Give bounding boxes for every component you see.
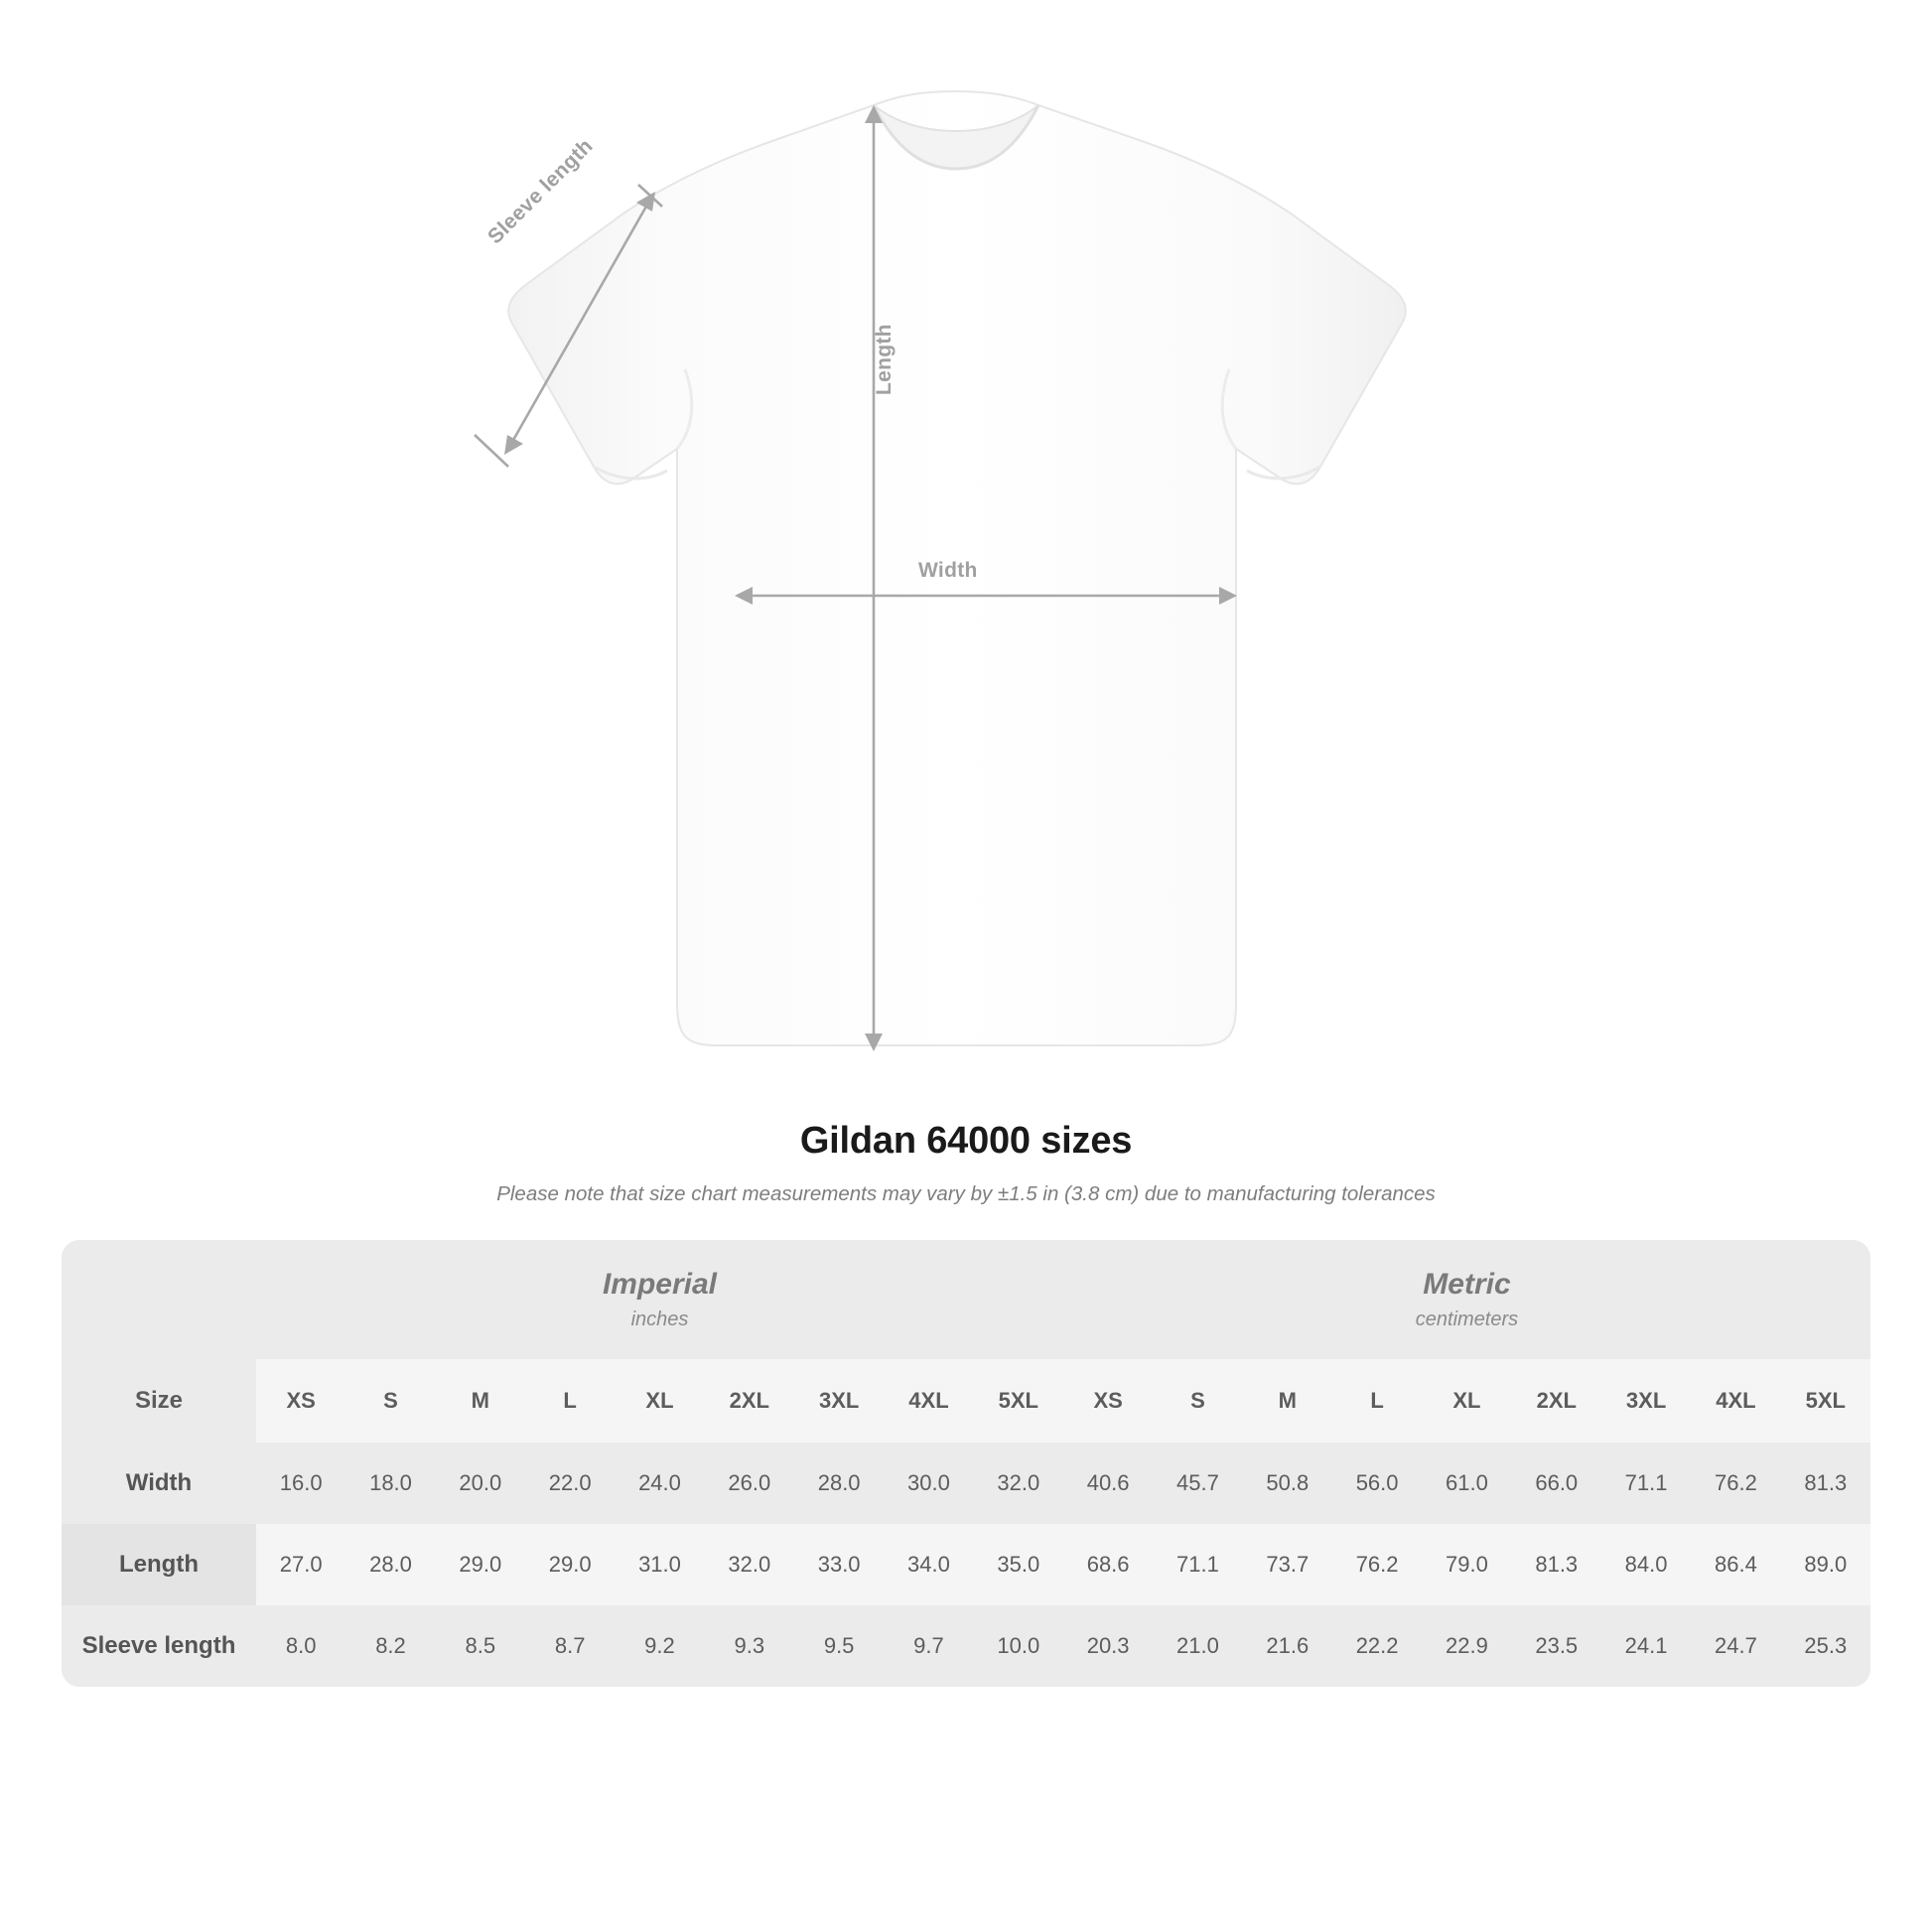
unit-system-row [62, 1240, 1870, 1359]
page-title: Gildan 64000 sizes [799, 1120, 1133, 1162]
size-header-row [62, 1359, 1870, 1443]
row-label-width: Width [62, 1443, 256, 1524]
length-2xl-metric: 81.3 [1512, 1524, 1601, 1605]
table-row [62, 1524, 1870, 1605]
length-l-metric: 76.2 [1332, 1524, 1422, 1605]
width-l-imperial: 22.0 [525, 1443, 615, 1524]
sleeve-l-imperial: 8.7 [525, 1605, 615, 1687]
size-header-xs-metric: XS [1063, 1359, 1153, 1443]
size-header-3xl-metric: 3XL [1601, 1359, 1691, 1443]
width-2xl-imperial: 26.0 [705, 1443, 794, 1524]
sleeve-2xl-imperial: 9.3 [705, 1605, 794, 1687]
width-xs-metric: 40.6 [1063, 1443, 1153, 1524]
sleeve-xs-imperial: 8.0 [256, 1605, 345, 1687]
width-m-metric: 50.8 [1243, 1443, 1332, 1524]
length-s-imperial: 28.0 [345, 1524, 435, 1605]
length-xl-metric: 79.0 [1422, 1524, 1511, 1605]
sleeve-2xl-metric: 23.5 [1512, 1605, 1601, 1687]
imperial-unit-name: Imperial [602, 1268, 717, 1301]
size-table-container [62, 1240, 1870, 1687]
length-dimension-label: Length [873, 324, 896, 395]
metric-unit-name: Metric [1423, 1268, 1511, 1301]
width-s-metric: 45.7 [1153, 1443, 1242, 1524]
length-2xl-imperial: 32.0 [705, 1524, 794, 1605]
sleeve-xs-metric: 20.3 [1063, 1605, 1153, 1687]
sleeve-5xl-imperial: 10.0 [974, 1605, 1063, 1687]
width-l-metric: 56.0 [1332, 1443, 1422, 1524]
length-4xl-metric: 86.4 [1691, 1524, 1780, 1605]
length-l-imperial: 29.0 [525, 1524, 615, 1605]
size-header-xs-imperial: XS [256, 1359, 345, 1443]
length-m-metric: 73.7 [1243, 1524, 1332, 1605]
sleeve-length-dimension-label: Sleeve length [483, 134, 598, 249]
row-label-sleeve-length: Sleeve length [62, 1605, 256, 1687]
size-header-5xl-metric: 5XL [1781, 1359, 1870, 1443]
length-3xl-imperial: 33.0 [794, 1524, 884, 1605]
sleeve-m-metric: 21.6 [1243, 1605, 1332, 1687]
size-table [62, 1240, 1870, 1687]
sleeve-xl-imperial: 9.2 [615, 1605, 704, 1687]
width-2xl-metric: 66.0 [1512, 1443, 1601, 1524]
width-4xl-imperial: 30.0 [884, 1443, 973, 1524]
tolerance-note: Please note that size chart measurements may vary by ±1.5 in (3.8 cm) due to manufacturing tolerances [496, 1182, 1436, 1205]
size-header-4xl-imperial: 4XL [884, 1359, 973, 1443]
length-s-metric: 71.1 [1153, 1524, 1242, 1605]
size-header-m-imperial: M [436, 1359, 525, 1443]
sleeve-l-metric: 22.2 [1332, 1605, 1422, 1687]
table-row [62, 1605, 1870, 1687]
width-s-imperial: 18.0 [345, 1443, 435, 1524]
sleeve-3xl-imperial: 9.5 [794, 1605, 884, 1687]
size-header-2xl-imperial: 2XL [705, 1359, 794, 1443]
metric-unit-cell [1063, 1240, 1870, 1359]
sleeve-s-imperial: 8.2 [345, 1605, 435, 1687]
length-xs-metric: 68.6 [1063, 1524, 1153, 1605]
sleeve-xl-metric: 22.9 [1422, 1605, 1511, 1687]
size-header-2xl-metric: 2XL [1512, 1359, 1601, 1443]
size-header-4xl-metric: 4XL [1691, 1359, 1780, 1443]
sleeve-m-imperial: 8.5 [436, 1605, 525, 1687]
size-header-3xl-imperial: 3XL [794, 1359, 884, 1443]
sleeve-4xl-imperial: 9.7 [884, 1605, 973, 1687]
sleeve-s-metric: 21.0 [1153, 1605, 1242, 1687]
row-label-length: Length [62, 1524, 256, 1605]
width-3xl-imperial: 28.0 [794, 1443, 884, 1524]
size-header-m-metric: M [1243, 1359, 1332, 1443]
width-xl-metric: 61.0 [1422, 1443, 1511, 1524]
width-3xl-metric: 71.1 [1601, 1443, 1691, 1524]
length-xs-imperial: 27.0 [256, 1524, 345, 1605]
width-xl-imperial: 24.0 [615, 1443, 704, 1524]
size-header-5xl-imperial: 5XL [974, 1359, 1063, 1443]
width-xs-imperial: 16.0 [256, 1443, 345, 1524]
size-header-s-imperial: S [345, 1359, 435, 1443]
size-header-s-metric: S [1153, 1359, 1242, 1443]
length-5xl-metric: 89.0 [1781, 1524, 1870, 1605]
width-5xl-metric: 81.3 [1781, 1443, 1870, 1524]
width-m-imperial: 20.0 [436, 1443, 525, 1524]
size-header-xl-imperial: XL [615, 1359, 704, 1443]
sleeve-5xl-metric: 25.3 [1781, 1605, 1870, 1687]
metric-unit-sub: centimeters [1415, 1308, 1519, 1330]
length-3xl-metric: 84.0 [1601, 1524, 1691, 1605]
imperial-unit-cell [256, 1240, 1063, 1359]
length-4xl-imperial: 34.0 [884, 1524, 973, 1605]
length-5xl-imperial: 35.0 [974, 1524, 1063, 1605]
sleeve-4xl-metric: 24.7 [1691, 1605, 1780, 1687]
unit-spacer-cell [62, 1240, 256, 1359]
width-4xl-metric: 76.2 [1691, 1443, 1780, 1524]
table-row [62, 1443, 1870, 1524]
imperial-unit-sub: inches [630, 1308, 689, 1330]
length-xl-imperial: 31.0 [615, 1524, 704, 1605]
size-header-l-metric: L [1332, 1359, 1422, 1443]
width-5xl-imperial: 32.0 [974, 1443, 1063, 1524]
size-header-xl-metric: XL [1422, 1359, 1511, 1443]
width-dimension-label: Width [918, 559, 978, 582]
size-header-label: Size [62, 1359, 256, 1443]
size-header-l-imperial: L [525, 1359, 615, 1443]
length-m-imperial: 29.0 [436, 1524, 525, 1605]
sleeve-3xl-metric: 24.1 [1601, 1605, 1691, 1687]
